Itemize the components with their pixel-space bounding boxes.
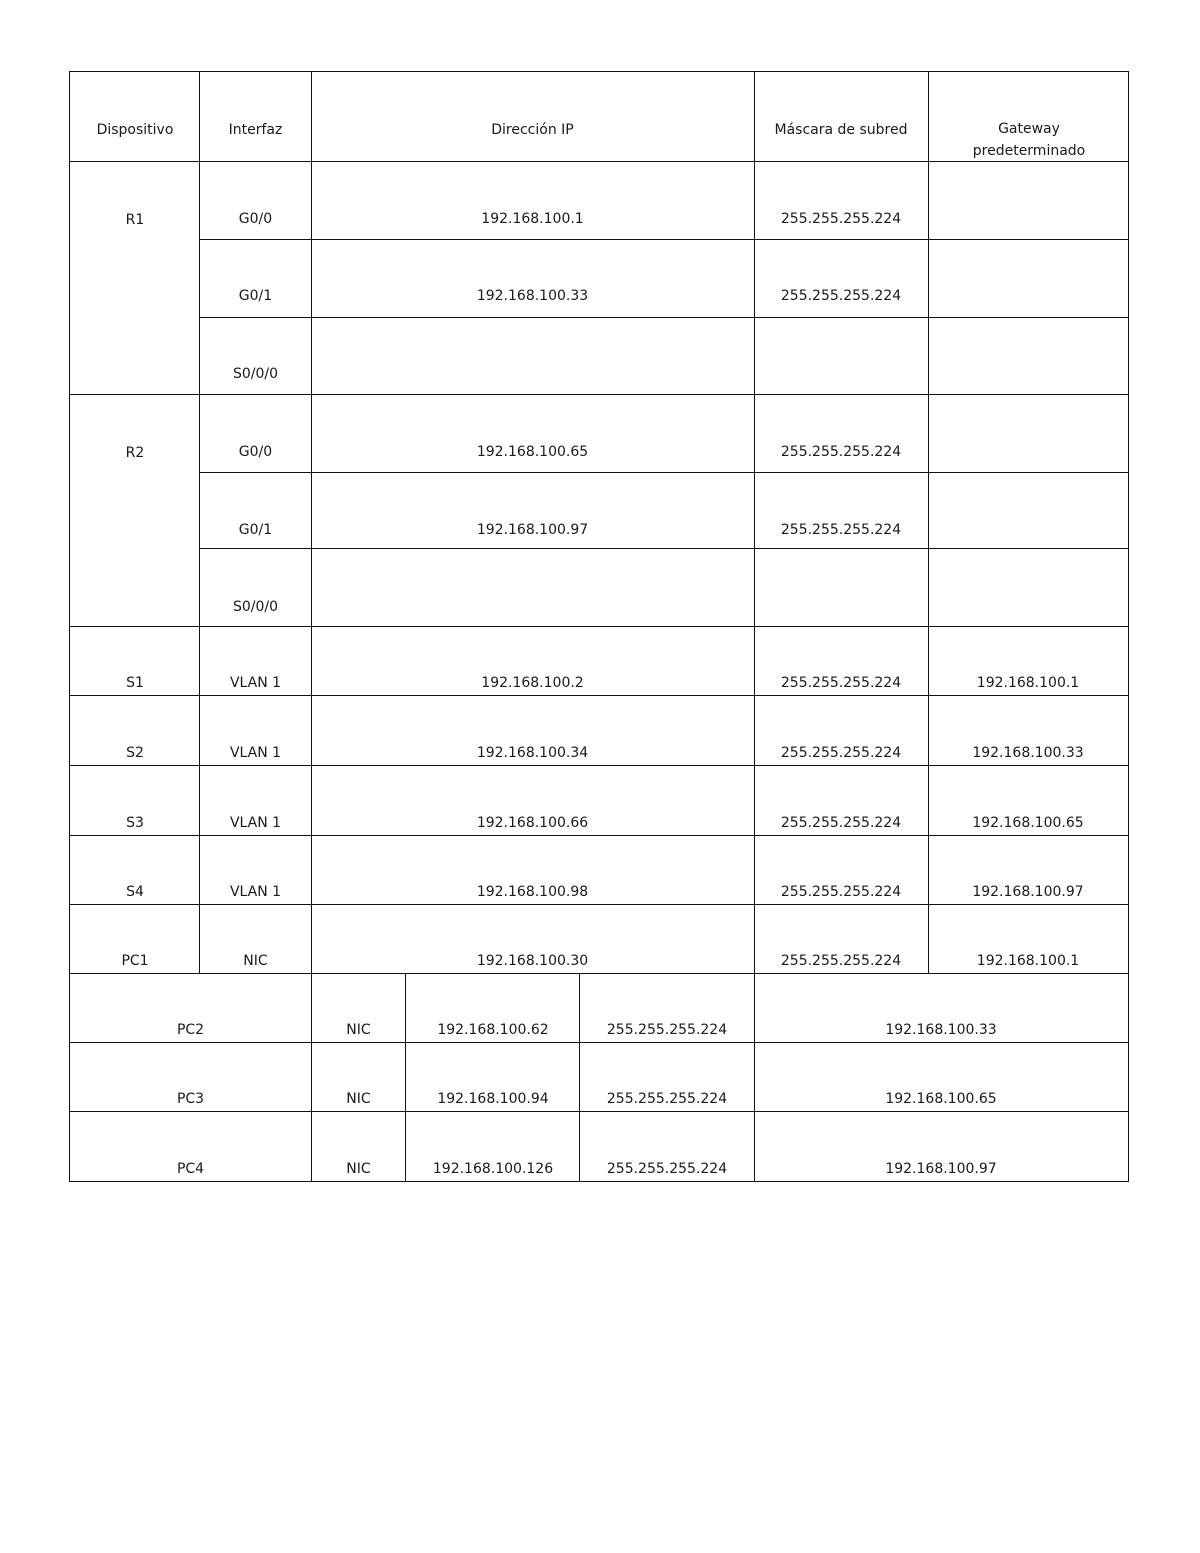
s3-mask: 255.255.255.224 xyxy=(780,815,902,831)
r2-s000-mask xyxy=(754,550,928,618)
r1-g01-gateway xyxy=(928,240,1128,307)
pc3-gateway: 192.168.100.65 xyxy=(885,1091,997,1107)
s4-gateway: 192.168.100.97 xyxy=(972,884,1084,900)
r2-g01-mask: 255.255.255.224 xyxy=(780,522,902,538)
s4-mask: 255.255.255.224 xyxy=(780,884,902,900)
s3-interface: VLAN 1 xyxy=(229,815,282,831)
pc1-gateway: 192.168.100.1 xyxy=(976,953,1080,969)
pc2-mask: 255.255.255.224 xyxy=(606,1022,728,1038)
grid-line xyxy=(69,161,1129,162)
grid-line xyxy=(311,71,312,1182)
grid-line xyxy=(200,472,1129,473)
r2-s000-gateway xyxy=(928,550,1128,618)
pc4-device: PC4 xyxy=(176,1161,205,1177)
pc1-interface: NIC xyxy=(243,953,268,969)
header-device: Dispositivo xyxy=(96,122,174,138)
r1-g01-mask: 255.255.255.224 xyxy=(780,288,902,304)
device-r2: R2 xyxy=(125,445,145,461)
grid-line xyxy=(200,239,1129,240)
r1-g01-ip: 192.168.100.33 xyxy=(476,288,589,304)
grid-line xyxy=(69,765,1129,766)
grid-line xyxy=(754,71,755,1182)
s3-device: S3 xyxy=(126,815,144,831)
grid-line xyxy=(405,974,406,1182)
r1-s000-interface: S0/0/0 xyxy=(232,366,279,382)
s1-gateway: 192.168.100.1 xyxy=(976,675,1080,691)
grid-line xyxy=(69,626,1129,627)
pc2-ip: 192.168.100.62 xyxy=(437,1022,549,1038)
grid-line xyxy=(200,548,1129,549)
r1-g00-gateway xyxy=(928,162,1128,230)
r2-g00-mask: 255.255.255.224 xyxy=(780,444,902,460)
s4-device: S4 xyxy=(126,884,144,900)
pc3-mask: 255.255.255.224 xyxy=(606,1091,728,1107)
pc4-ip: 192.168.100.126 xyxy=(432,1161,554,1177)
r2-g01-interface: G0/1 xyxy=(238,522,273,538)
grid-line xyxy=(69,973,1129,974)
grid-line xyxy=(928,71,929,974)
r2-g00-interface: G0/0 xyxy=(238,444,273,460)
grid-line xyxy=(69,904,1129,905)
r2-g01-ip: 192.168.100.97 xyxy=(476,522,589,538)
s1-ip: 192.168.100.2 xyxy=(481,675,584,691)
r1-s000-mask xyxy=(754,318,928,385)
header-interface: Interfaz xyxy=(228,122,283,138)
pc3-ip: 192.168.100.94 xyxy=(437,1091,549,1107)
s4-ip: 192.168.100.98 xyxy=(476,884,589,900)
s1-device: S1 xyxy=(126,675,144,691)
grid-line xyxy=(69,1181,1129,1182)
r2-g00-gateway xyxy=(928,395,1128,463)
pc1-ip: 192.168.100.30 xyxy=(476,953,589,969)
pc4-mask: 255.255.255.224 xyxy=(606,1161,728,1177)
r2-s000-ip xyxy=(311,550,754,618)
grid-line xyxy=(199,71,200,974)
r1-g01-interface: G0/1 xyxy=(238,288,273,304)
grid-line xyxy=(69,71,70,1182)
s1-mask: 255.255.255.224 xyxy=(780,675,902,691)
grid-line xyxy=(69,1111,1129,1112)
r1-g00-mask: 255.255.255.224 xyxy=(780,211,902,227)
pc4-gateway: 192.168.100.97 xyxy=(885,1161,997,1177)
r1-s000-ip xyxy=(311,318,754,385)
s2-mask: 255.255.255.224 xyxy=(780,745,902,761)
pc1-mask: 255.255.255.224 xyxy=(780,953,902,969)
s4-interface: VLAN 1 xyxy=(229,884,282,900)
s2-interface: VLAN 1 xyxy=(229,745,282,761)
header-mask: Máscara de subred xyxy=(774,122,908,138)
s3-gateway: 192.168.100.65 xyxy=(972,815,1084,831)
pc2-interface: NIC xyxy=(346,1022,371,1038)
grid-line xyxy=(579,974,580,1182)
r2-g01-gateway xyxy=(928,473,1128,541)
pc2-gateway: 192.168.100.33 xyxy=(885,1022,997,1038)
r1-g00-interface: G0/0 xyxy=(238,211,273,227)
grid-line xyxy=(69,71,1129,72)
pc3-device: PC3 xyxy=(176,1091,205,1107)
pc2-device: PC2 xyxy=(176,1022,205,1038)
r1-s000-gateway xyxy=(928,318,1128,385)
pc3-interface: NIC xyxy=(346,1091,371,1107)
grid-line xyxy=(69,394,1129,395)
grid-line xyxy=(69,1042,1129,1043)
header-gateway: Gateway predeterminado xyxy=(972,121,1086,159)
s2-gateway: 192.168.100.33 xyxy=(972,745,1084,761)
s2-device: S2 xyxy=(126,745,144,761)
s3-ip: 192.168.100.66 xyxy=(476,815,589,831)
device-r1: R1 xyxy=(125,212,145,228)
pc4-interface: NIC xyxy=(346,1161,371,1177)
s2-ip: 192.168.100.34 xyxy=(476,745,589,761)
grid-line xyxy=(69,835,1129,836)
grid-line xyxy=(200,317,1129,318)
grid-line xyxy=(1128,71,1129,1182)
s1-interface: VLAN 1 xyxy=(229,675,282,691)
pc1-device: PC1 xyxy=(121,953,149,969)
r1-g00-ip: 192.168.100.1 xyxy=(481,211,584,227)
r2-g00-ip: 192.168.100.65 xyxy=(476,444,589,460)
grid-line xyxy=(69,695,1129,696)
r2-s000-interface: S0/0/0 xyxy=(232,599,279,615)
header-ip: Dirección IP xyxy=(491,122,574,138)
